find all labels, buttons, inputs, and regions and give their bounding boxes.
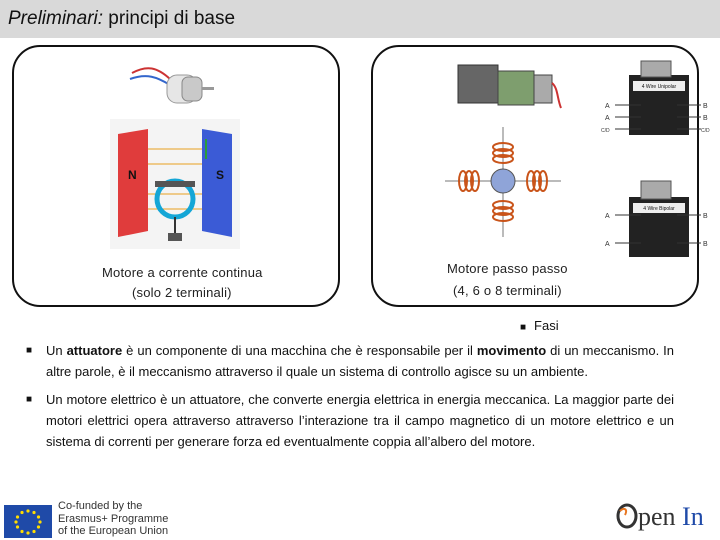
magnet-n-label: N — [128, 168, 137, 182]
bullet-item-2 — [26, 389, 674, 452]
uni-left-c: C/D — [601, 128, 610, 134]
bullet-list — [26, 340, 674, 459]
bullet-item-1 — [26, 340, 674, 382]
open-in-logo — [616, 502, 704, 532]
dc-motor-panel — [12, 45, 340, 307]
eu-cofunding-text — [58, 500, 168, 538]
bullet-2-text: Un motore elettrico è un attuatore, che converte energia elettrica in energia meccanica. La maggior parte dei motori elettrici opera attraverso attraverso l’interazione tra il campo magnetico di un motore elettrico e un sistema di correnti per generare forza ed eventualmente coppia all’albero del motore. — [46, 392, 674, 449]
bi-right-b2: B — [703, 241, 708, 248]
bullet-1-post: di un meccanismo. In altre parole, è il meccanismo attraverso il quale un sistema di controllo agisce su un ambiente. — [46, 343, 674, 379]
fasi-text: Fasi — [534, 318, 559, 333]
bullet-1-bold-2: movimento — [476, 343, 547, 358]
logo-text-b: In — [682, 502, 704, 531]
stepper-motor-photo — [453, 53, 563, 113]
uni-right-c: C/D — [701, 128, 710, 134]
bullet-1-bold-1: attuatore — [66, 343, 123, 358]
title-rest: principi di base — [103, 8, 236, 29]
dc-motor-caption-2: (solo 2 terminali) — [132, 285, 232, 300]
bipolar-label: 4 Wire Bipolar — [643, 206, 675, 212]
bullet-marker-icon: ■ — [26, 345, 33, 356]
unipolar-wiring-diagram — [601, 59, 711, 141]
bipolar-wiring-diagram — [601, 177, 711, 259]
stepper-caption-1: Motore passo passo — [447, 261, 568, 276]
magnet-s-label: S — [216, 168, 225, 182]
eu-line-2: Erasmus+ Programme — [58, 512, 169, 525]
bi-left-a2: A — [605, 241, 610, 248]
dc-motor-caption-1: Motore a corrente continua — [102, 265, 263, 280]
stepper-coils-diagram — [443, 125, 563, 240]
logo-text-a: pen — [638, 502, 683, 531]
stepper-caption-2: (4, 6 o 8 terminali) — [453, 283, 562, 298]
fasi-bullet — [520, 318, 559, 333]
bi-left-a: A — [605, 213, 610, 220]
uni-right-b: B — [703, 103, 708, 110]
uni-left-a: A — [605, 103, 610, 110]
bullet-marker-icon: ■ — [26, 394, 33, 405]
uni-right-b2: B — [703, 115, 708, 122]
unipolar-label: 4 Wire Unipolar — [641, 84, 677, 90]
bullet-1-mid: è un componente di una macchina che è responsabile per il — [122, 343, 477, 358]
open-in-o-icon — [616, 503, 638, 529]
stepper-motor-panel — [371, 45, 710, 307]
bullet-1-pre: Un — [46, 343, 67, 358]
dc-motor-photo — [122, 55, 222, 115]
bullet-marker-icon: ■ — [520, 322, 527, 333]
page-title — [8, 8, 235, 30]
uni-left-a2: A — [605, 115, 610, 122]
bi-right-b: B — [703, 213, 708, 220]
eu-line-3: of the European Union — [58, 525, 169, 537]
title-italic: Preliminari: — [8, 8, 104, 29]
eu-line-1: Co-funded by the — [58, 500, 143, 512]
magnet-diagram — [110, 119, 240, 249]
